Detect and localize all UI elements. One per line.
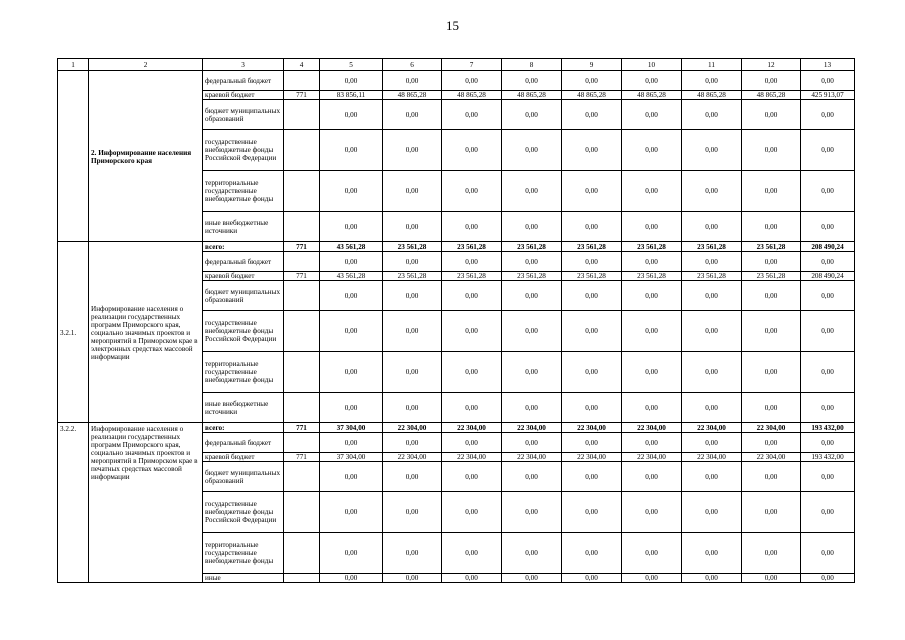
amount-cell: 0,00 [562,100,622,130]
amount-cell: 0,00 [742,393,801,423]
amount-cell: 0,00 [320,492,383,533]
funding-source: федеральный бюджет [203,71,284,91]
amount-cell: 0,00 [682,171,742,212]
grbs-code: 771 [284,423,320,433]
amount-cell: 0,00 [682,212,742,242]
amount-cell: 23 561,28 [442,242,502,252]
funding-source: всего: [203,242,284,252]
amount-cell: 0,00 [801,71,855,91]
amount-cell: 0,00 [801,433,855,453]
amount-cell: 0,00 [442,171,502,212]
amount-cell: 48 865,28 [682,91,742,100]
grbs-code [284,71,320,91]
column-header: 12 [742,59,801,71]
amount-cell: 0,00 [562,533,622,574]
column-header: 13 [801,59,855,71]
column-header: 5 [320,59,383,71]
amount-cell: 0,00 [502,71,562,91]
amount-cell: 22 304,00 [622,423,682,433]
amount-cell: 0,00 [383,100,442,130]
amount-cell: 0,00 [801,212,855,242]
amount-cell: 0,00 [383,462,442,492]
grbs-code: 771 [284,453,320,462]
grbs-code [284,462,320,492]
activity-description: Информирование населения о реализации государственных программ Приморского края, социально значимых проектов и мероприятий в Приморском крае в электронных средствах массовой информации [89,242,203,423]
amount-cell: 0,00 [682,352,742,393]
amount-cell: 0,00 [801,130,855,171]
amount-cell: 0,00 [383,492,442,533]
amount-cell: 0,00 [442,100,502,130]
amount-cell: 0,00 [320,281,383,311]
amount-cell: 0,00 [442,352,502,393]
amount-cell: 0,00 [562,130,622,171]
amount-cell: 0,00 [320,71,383,91]
amount-cell: 0,00 [801,462,855,492]
funding-source: бюджет муниципальных образований [203,100,284,130]
amount-cell: 23 561,28 [562,272,622,281]
amount-cell: 0,00 [562,212,622,242]
page-number: 15 [446,18,459,33]
amount-cell: 0,00 [622,71,682,91]
amount-cell: 0,00 [622,212,682,242]
amount-cell: 0,00 [320,171,383,212]
grbs-code [284,212,320,242]
amount-cell: 0,00 [562,462,622,492]
amount-cell: 0,00 [742,433,801,453]
amount-cell: 0,00 [801,393,855,423]
amount-cell: 0,00 [682,533,742,574]
amount-cell: 0,00 [383,171,442,212]
amount-cell: 0,00 [622,171,682,212]
amount-cell: 0,00 [562,393,622,423]
amount-cell: 0,00 [801,171,855,212]
funding-source: федеральный бюджет [203,433,284,453]
amount-cell: 22 304,00 [682,423,742,433]
amount-cell: 0,00 [682,252,742,272]
amount-cell: 0,00 [562,171,622,212]
amount-cell: 23 561,28 [682,242,742,252]
row-code: 3.2.2. [58,423,89,583]
funding-source: бюджет муниципальных образований [203,462,284,492]
amount-cell: 0,00 [742,352,801,393]
amount-cell: 83 856,11 [320,91,383,100]
funding-source: иные внебюджетные источники [203,393,284,423]
amount-cell: 0,00 [682,100,742,130]
funding-source: бюджет муниципальных образований [203,281,284,311]
amount-cell: 0,00 [682,130,742,171]
funding-source: территориальные государственные внебюджетные фонды [203,352,284,393]
amount-cell: 0,00 [383,281,442,311]
amount-cell: 0,00 [682,433,742,453]
amount-cell: 23 561,28 [562,242,622,252]
amount-cell: 23 561,28 [383,272,442,281]
amount-cell: 0,00 [502,171,562,212]
column-header: 1 [58,59,89,71]
amount-cell: 0,00 [742,100,801,130]
amount-cell: 48 865,28 [442,91,502,100]
funding-source: государственные внебюджетные фонды Российской Федерации [203,311,284,352]
amount-cell: 0,00 [320,212,383,242]
activity-description: 2. Информирование населения Приморского края [89,71,203,242]
amount-cell: 0,00 [622,311,682,352]
amount-cell: 0,00 [742,574,801,583]
amount-cell: 0,00 [502,281,562,311]
funding-source: всего: [203,423,284,433]
amount-cell: 0,00 [320,311,383,352]
grbs-code: 771 [284,272,320,281]
amount-cell: 0,00 [383,352,442,393]
amount-cell: 0,00 [320,100,383,130]
amount-cell: 0,00 [562,492,622,533]
table-body [58,59,855,583]
grbs-code [284,130,320,171]
amount-cell: 22 304,00 [502,423,562,433]
amount-cell: 37 304,00 [320,453,383,462]
row-code [58,71,89,242]
grbs-code [284,311,320,352]
amount-cell: 0,00 [562,574,622,583]
amount-cell: 22 304,00 [742,453,801,462]
amount-cell: 0,00 [383,71,442,91]
amount-cell: 23 561,28 [742,242,801,252]
amount-cell: 0,00 [442,462,502,492]
amount-cell: 0,00 [442,252,502,272]
table-row [58,71,855,91]
row-code: 3.2.1. [58,242,89,423]
amount-cell: 23 561,28 [622,242,682,252]
amount-cell: 0,00 [320,130,383,171]
grbs-code [284,100,320,130]
table-row [58,423,855,433]
amount-cell: 22 304,00 [383,423,442,433]
amount-cell: 0,00 [562,252,622,272]
amount-cell: 0,00 [742,311,801,352]
amount-cell: 22 304,00 [742,423,801,433]
amount-cell: 0,00 [502,252,562,272]
amount-cell: 0,00 [442,212,502,242]
amount-cell: 43 561,28 [320,242,383,252]
amount-cell: 0,00 [622,492,682,533]
amount-cell: 0,00 [442,281,502,311]
amount-cell: 0,00 [502,311,562,352]
amount-cell: 0,00 [502,212,562,242]
amount-cell: 0,00 [502,533,562,574]
amount-cell: 0,00 [562,311,622,352]
amount-cell: 208 490,24 [801,242,855,252]
amount-cell: 22 304,00 [442,423,502,433]
grbs-code [284,252,320,272]
amount-cell: 0,00 [502,393,562,423]
amount-cell: 0,00 [742,171,801,212]
amount-cell: 0,00 [742,492,801,533]
amount-cell: 0,00 [801,574,855,583]
amount-cell: 0,00 [383,212,442,242]
budget-table [57,58,855,583]
amount-cell: 0,00 [801,281,855,311]
amount-cell: 0,00 [622,252,682,272]
funding-source: краевой бюджет [203,453,284,462]
amount-cell: 0,00 [562,281,622,311]
grbs-code [284,574,320,583]
amount-cell: 23 561,28 [742,272,801,281]
column-header: 4 [284,59,320,71]
amount-cell: 0,00 [502,462,562,492]
amount-cell: 0,00 [562,71,622,91]
grbs-code [284,393,320,423]
amount-cell: 0,00 [622,462,682,492]
amount-cell: 0,00 [442,130,502,171]
amount-cell: 22 304,00 [383,453,442,462]
amount-cell: 22 304,00 [502,453,562,462]
amount-cell: 23 561,28 [383,242,442,252]
amount-cell: 425 913,07 [801,91,855,100]
amount-cell: 0,00 [442,311,502,352]
grbs-code [284,533,320,574]
amount-cell: 0,00 [502,492,562,533]
amount-cell: 23 561,28 [442,272,502,281]
amount-cell: 0,00 [320,433,383,453]
amount-cell: 0,00 [682,311,742,352]
funding-source: иные [203,574,284,583]
amount-cell: 0,00 [801,311,855,352]
amount-cell: 23 561,28 [682,272,742,281]
amount-cell: 0,00 [383,393,442,423]
amount-cell: 0,00 [622,574,682,583]
amount-cell: 0,00 [801,492,855,533]
amount-cell: 48 865,28 [622,91,682,100]
funding-source: территориальные государственные внебюджетные фонды [203,171,284,212]
amount-cell: 22 304,00 [562,423,622,433]
amount-cell: 208 490,24 [801,272,855,281]
amount-cell: 0,00 [383,433,442,453]
column-header: 7 [442,59,502,71]
amount-cell: 0,00 [442,393,502,423]
amount-cell: 0,00 [622,533,682,574]
amount-cell: 0,00 [383,130,442,171]
grbs-code: 771 [284,91,320,100]
table-row [58,242,855,252]
amount-cell: 22 304,00 [562,453,622,462]
amount-cell: 0,00 [320,352,383,393]
column-header: 8 [502,59,562,71]
amount-cell: 0,00 [562,352,622,393]
amount-cell: 0,00 [742,281,801,311]
funding-source: иные внебюджетные источники [203,212,284,242]
amount-cell: 0,00 [801,252,855,272]
amount-cell: 193 432,00 [801,423,855,433]
amount-cell: 0,00 [442,71,502,91]
grbs-code: 771 [284,242,320,252]
amount-cell: 0,00 [801,352,855,393]
grbs-code [284,352,320,393]
activity-description: Информирование населения о реализации государственных программ Приморского края, социально значимых проектов и мероприятий в Приморском крае в печатных средствах массовой информации [89,423,203,583]
amount-cell: 0,00 [742,212,801,242]
grbs-code [284,492,320,533]
amount-cell: 23 561,28 [502,272,562,281]
amount-cell: 0,00 [442,574,502,583]
amount-cell: 0,00 [682,574,742,583]
column-header: 3 [203,59,284,71]
amount-cell: 48 865,28 [383,91,442,100]
amount-cell: 0,00 [320,462,383,492]
amount-cell: 0,00 [622,281,682,311]
amount-cell: 0,00 [502,100,562,130]
amount-cell: 37 304,00 [320,423,383,433]
amount-cell: 0,00 [502,352,562,393]
amount-cell: 0,00 [622,130,682,171]
amount-cell: 0,00 [442,433,502,453]
amount-cell: 0,00 [682,281,742,311]
amount-cell: 0,00 [801,533,855,574]
amount-cell: 0,00 [320,574,383,583]
amount-cell: 48 865,28 [502,91,562,100]
amount-cell: 0,00 [682,462,742,492]
amount-cell: 0,00 [442,492,502,533]
grbs-code [284,171,320,212]
funding-source: краевой бюджет [203,91,284,100]
amount-cell: 23 561,28 [622,272,682,281]
amount-cell: 0,00 [742,130,801,171]
amount-cell: 0,00 [383,533,442,574]
funding-source: государственные внебюджетные фонды Российской Федерации [203,492,284,533]
amount-cell: 0,00 [682,492,742,533]
amount-cell: 0,00 [742,252,801,272]
amount-cell: 0,00 [383,311,442,352]
amount-cell: 0,00 [742,533,801,574]
funding-source: краевой бюджет [203,272,284,281]
amount-cell: 48 865,28 [742,91,801,100]
amount-cell: 0,00 [801,100,855,130]
amount-cell: 0,00 [502,130,562,171]
column-header: 11 [682,59,742,71]
amount-cell: 0,00 [562,433,622,453]
amount-cell: 0,00 [320,252,383,272]
funding-source: государственные внебюджетные фонды Российской Федерации [203,130,284,171]
amount-cell: 0,00 [682,71,742,91]
amount-cell: 0,00 [622,393,682,423]
column-header: 6 [383,59,442,71]
amount-cell: 0,00 [383,252,442,272]
amount-cell: 0,00 [442,533,502,574]
amount-cell: 43 561,28 [320,272,383,281]
grbs-code [284,433,320,453]
amount-cell: 48 865,28 [562,91,622,100]
column-header: 10 [622,59,682,71]
amount-cell: 0,00 [682,393,742,423]
column-header-row [58,59,855,71]
amount-cell: 0,00 [502,574,562,583]
funding-source: территориальные государственные внебюджетные фонды [203,533,284,574]
grbs-code [284,281,320,311]
column-header: 2 [89,59,203,71]
amount-cell: 0,00 [742,71,801,91]
amount-cell: 0,00 [502,433,562,453]
amount-cell: 22 304,00 [442,453,502,462]
column-header: 9 [562,59,622,71]
amount-cell: 193 432,00 [801,453,855,462]
amount-cell: 0,00 [383,574,442,583]
amount-cell: 23 561,28 [502,242,562,252]
amount-cell: 0,00 [320,533,383,574]
amount-cell: 0,00 [320,393,383,423]
amount-cell: 22 304,00 [622,453,682,462]
amount-cell: 0,00 [622,100,682,130]
amount-cell: 0,00 [742,462,801,492]
funding-source: федеральный бюджет [203,252,284,272]
amount-cell: 0,00 [622,352,682,393]
amount-cell: 22 304,00 [682,453,742,462]
amount-cell: 0,00 [622,433,682,453]
